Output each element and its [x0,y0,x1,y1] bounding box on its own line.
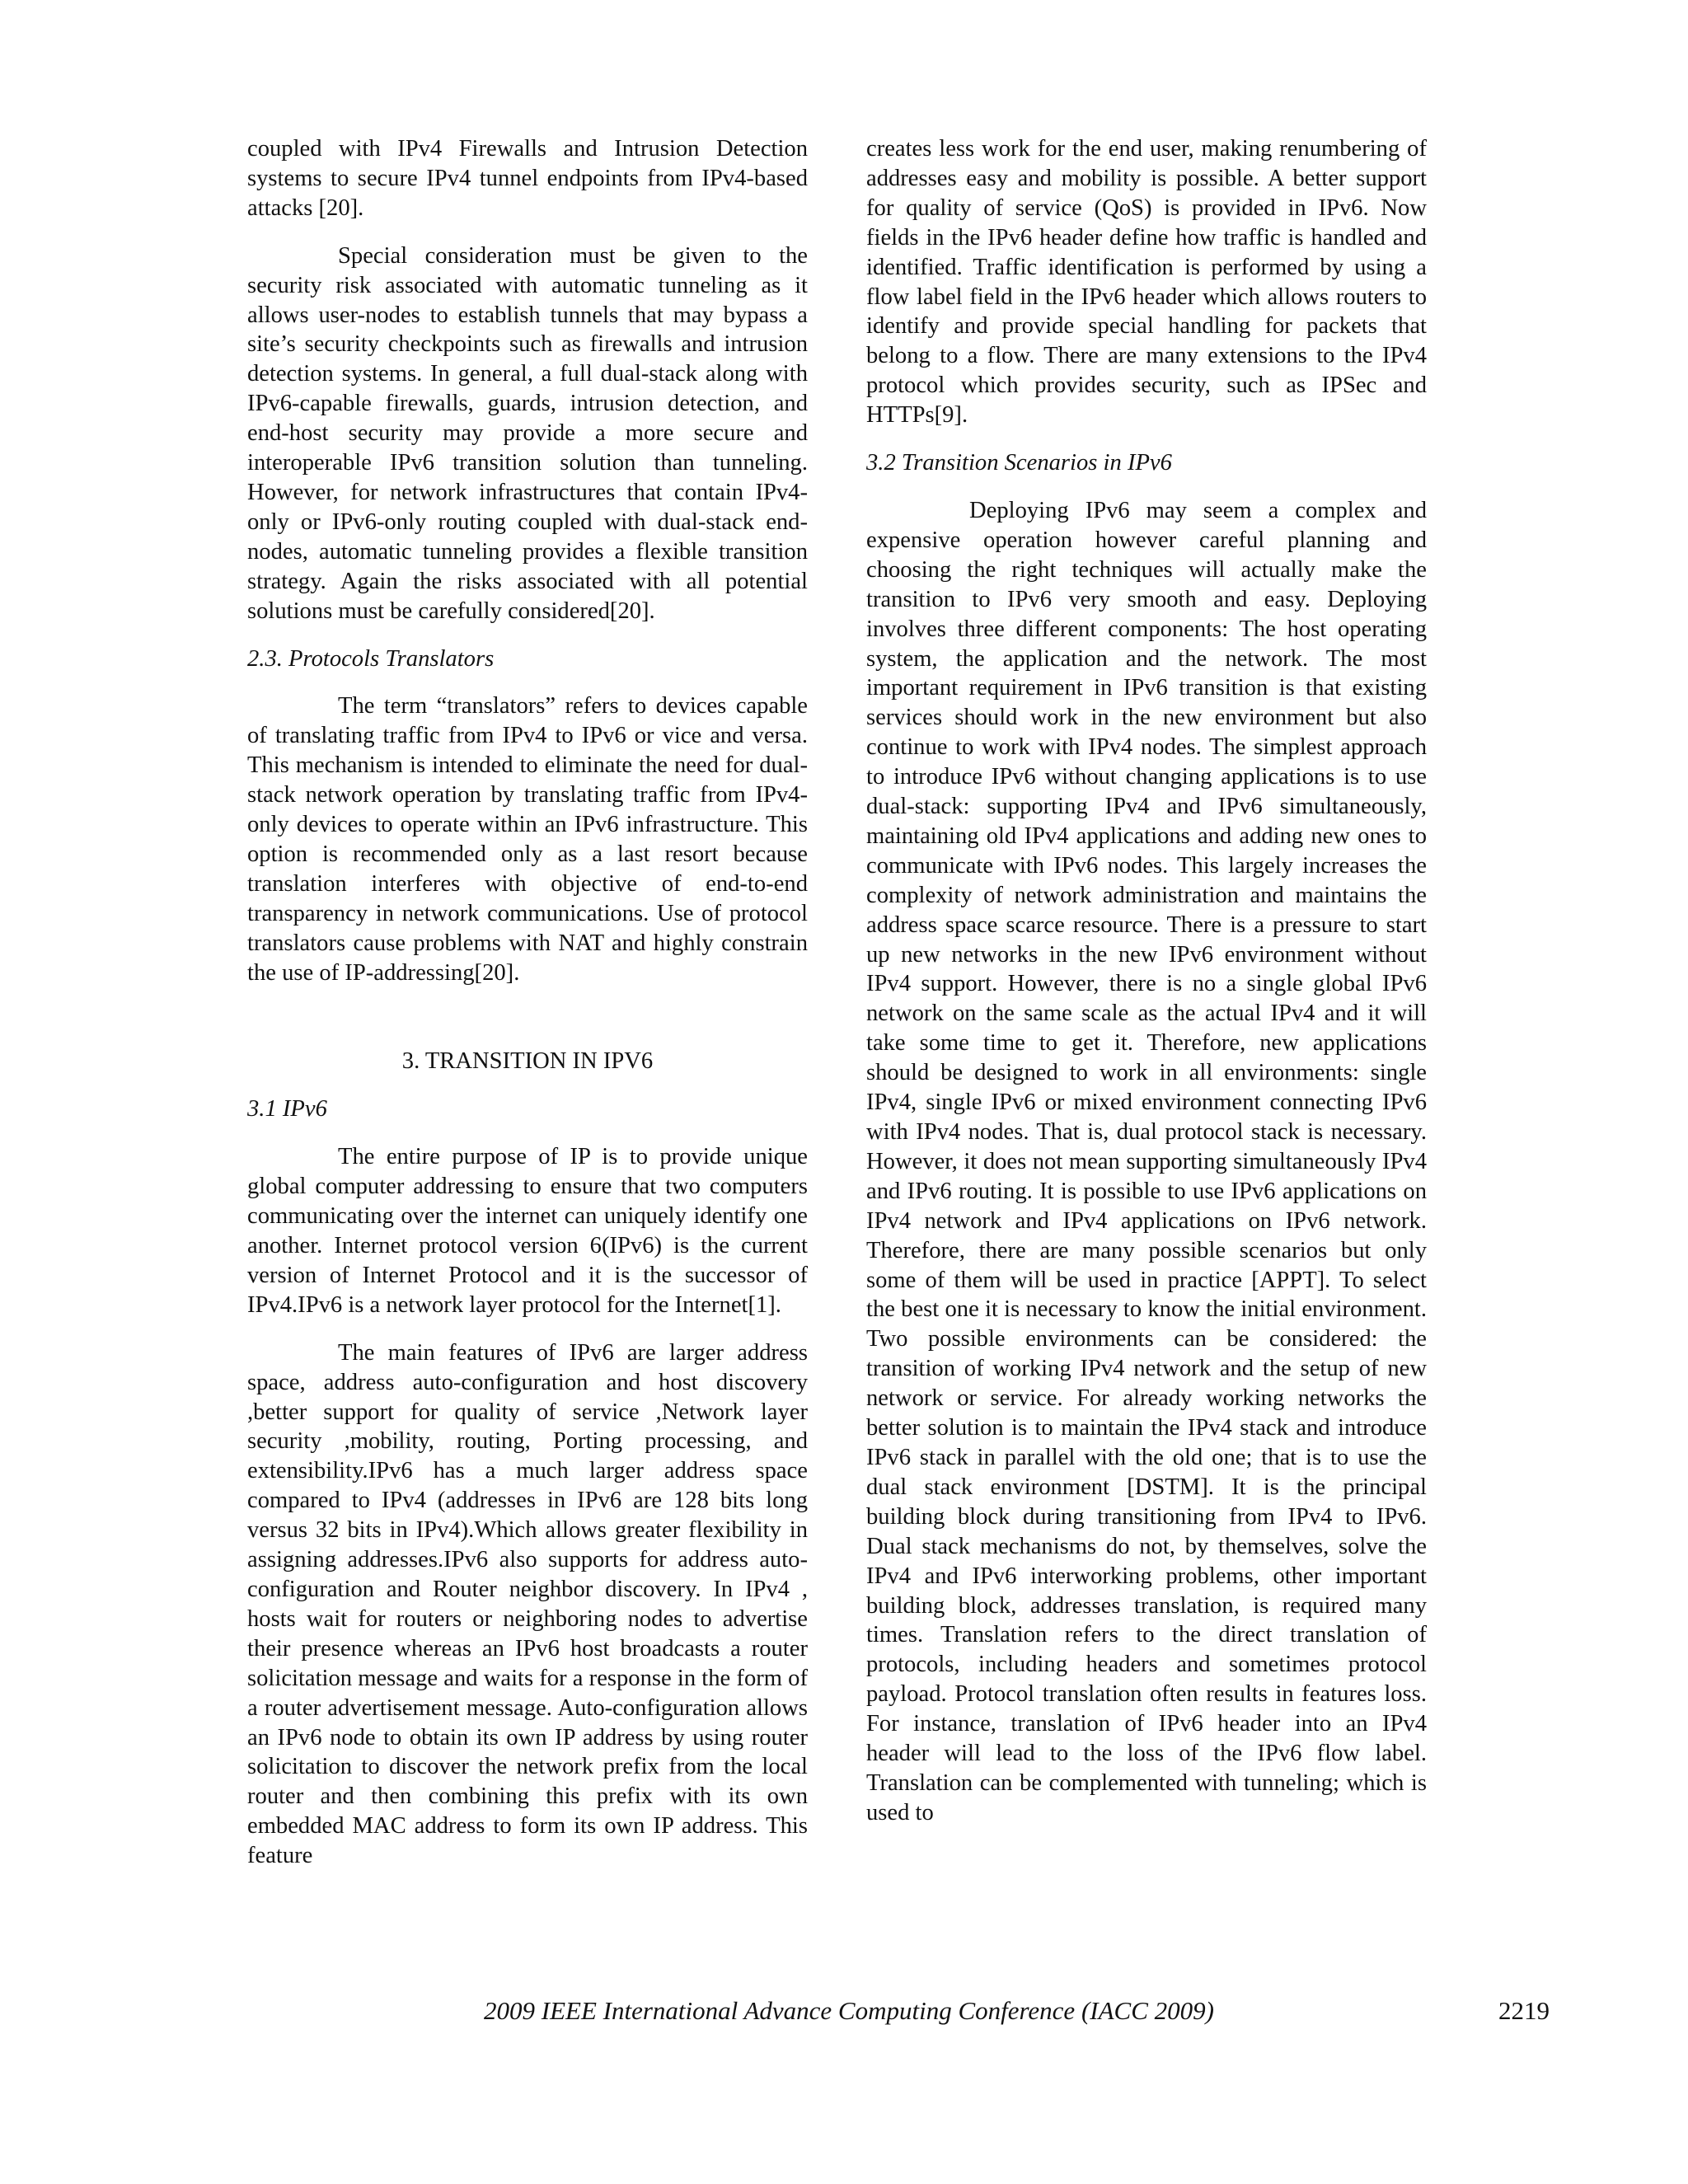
body-paragraph: The main features of IPv6 are larger address space, address auto-configuration and host discovery ,better support for quality of service ,Network layer security ,mobility, routing, Porting processing, and extensibility.IPv6 has a much larger address space compared to IPv4 (addresses in IPv6 are 128 bits long versus 32 bits in IPv4).Which allows greater flexibility in assigning addresses.IPv6 also supports for address auto-configuration and Router neighbor discovery. In IPv4 , hosts wait for routers or neighboring nodes to advertise their presence whereas an IPv6 host broadcasts a router solicitation message and waits for a response in the form of a router advertisement message. Auto-configuration allows an IPv6 node to obtain its own IP address by using router solicitation to discover the network prefix from the local router and then combining this prefix with its own embedded MAC address to form its own IP address. This feature [247,1339,808,1869]
body-paragraph: Deploying IPv6 may seem a complex and expensive operation however careful planning and choosing the right techniques will actually make the transition to IPv6 very smooth and easy. Deploying involves three different components: The host operating system, the application and the network. The most important requirement in IPv6 transition is that existing services should work in the new environment but also continue to work with IPv4 nodes. The simplest approach to introduce IPv6 without changing applications is to use dual-stack: supporting IPv4 and IPv6 simultaneously, maintaining old IPv4 applications and adding new ones to communicate with IPv6 nodes. This largely increases the complexity of network administration and maintains the address space scarce resource. There is a pressure to start up new networks in the new IPv6 environment without IPv4 support. However, there is no a single global IPv6 network on the same scale as the actual IPv4 and it will take some time to get it. Therefore, new applications should be designed to work in all environments: single IPv4, single IPv6 or mixed environment connecting IPv6 with IPv4 nodes. That is, dual protocol stack is necessary. However, it does not mean supporting simultaneously IPv4 and IPv6 routing. It is possible to use IPv6 applications on IPv4 network and IPv4 applications on IPv6 network. Therefore, there are many possible scenarios but only some of them will be used in practice [APPT]. To select the best one it is necessary to know the initial environment. Two possible environments can be considered: the transition of working IPv4 network and the setup of new network or service. For already working networks the better solution is to maintain the IPv4 stack and introduce IPv6 stack in parallel with the old one; that is to use the dual stack environment [DSTM]. It is the principal building block during transitioning from IPv4 to IPv6. Dual stack mechanisms do not, by themselves, solve the IPv4 and IPv6 interworking problems, other important building block, addresses translation, is required many times. Translation refers to the direct translation of protocols, including headers and sometimes protocol payload. Protocol translation often results in features loss. For instance, translation of IPv6 header into an IPv4 header will lead to the loss of the IPv6 flow label. Translation can be complemented with tunneling; which is used to [866,497,1427,1825]
section-heading: 3. TRANSITION IN IPV6 [401,1048,654,1075]
right-column [866,134,1427,1846]
subsection-heading: 3.1 IPv6 [247,1096,327,1122]
body-paragraph: Special consideration must be given to the security risk associated with automatic tunneling as it allows user-nodes to establish tunnels that may bypass a site’s security checkpoints such as firewalls and intrusion detection systems. In general, a full dual-stack along with IPv6-capable firewalls, guards, intrusion detection, and end-host security may provide a more secure and interoperable IPv6 transition solution than tunneling. However, for network infrastructures that contain IPv4-only or IPv6-only routing coupled with dual-stack end-nodes, automatic tunneling provides a flexible transition strategy. Again the risks associated with all potential solutions must be carefully considered[20]. [247,242,808,624]
page-number: 2219 [1498,1996,1550,2025]
body-paragraph: The entire purpose of IP is to provide unique global computer addressing to ensure that two computers communicating over the internet can uniquely identify one another. Internet protocol version 6(IPv6) is the current version of Internet Protocol and it is the successor of IPv4.IPv6 is a network layer protocol for the Internet[1]. [247,1144,808,1318]
body-paragraph: The term “translators” refers to devices capable of translating traffic from IPv4 to IPv6 or vice and versa. This mechanism is intended to eliminate the need for dual-stack network operation by translating traffic from IPv4-only devices to operate within an IPv6 infrastructure. This option is recommended only as a last resort because translation interferes with objective of end-to-end transparency in network communications. Use of protocol translators cause problems with NAT and highly constrain the use of IP-addressing[20]. [247,693,808,986]
conference-name: 2009 IEEE International Advance Computing Conference (IACC 2009) [484,1996,1214,2025]
body-paragraph: coupled with IPv4 Firewalls and Intrusion Detection systems to secure IPv4 tunnel endpoints from IPv4-based attacks [20]. [247,136,808,221]
left-column [247,134,808,1889]
body-paragraph: creates less work for the end user, making renumbering of addresses easy and mobility is possible. A better support for quality of service (QoS) is provided in IPv6. Now fields in the IPv6 header define how traffic is handled and identified. Traffic identification is performed by using a flow label field in the IPv6 header which allows routers to identify and provide special handling for packets that belong to a flow. There are many extensions to the IPv4 protocol which provides security, such as IPSec and HTTPs[9]. [866,136,1427,429]
subsection-heading: 3.2 Transition Scenarios in IPv6 [866,450,1172,476]
subsection-heading: 2.3. Protocols Translators [247,645,495,672]
page-footer [247,1994,1550,2027]
